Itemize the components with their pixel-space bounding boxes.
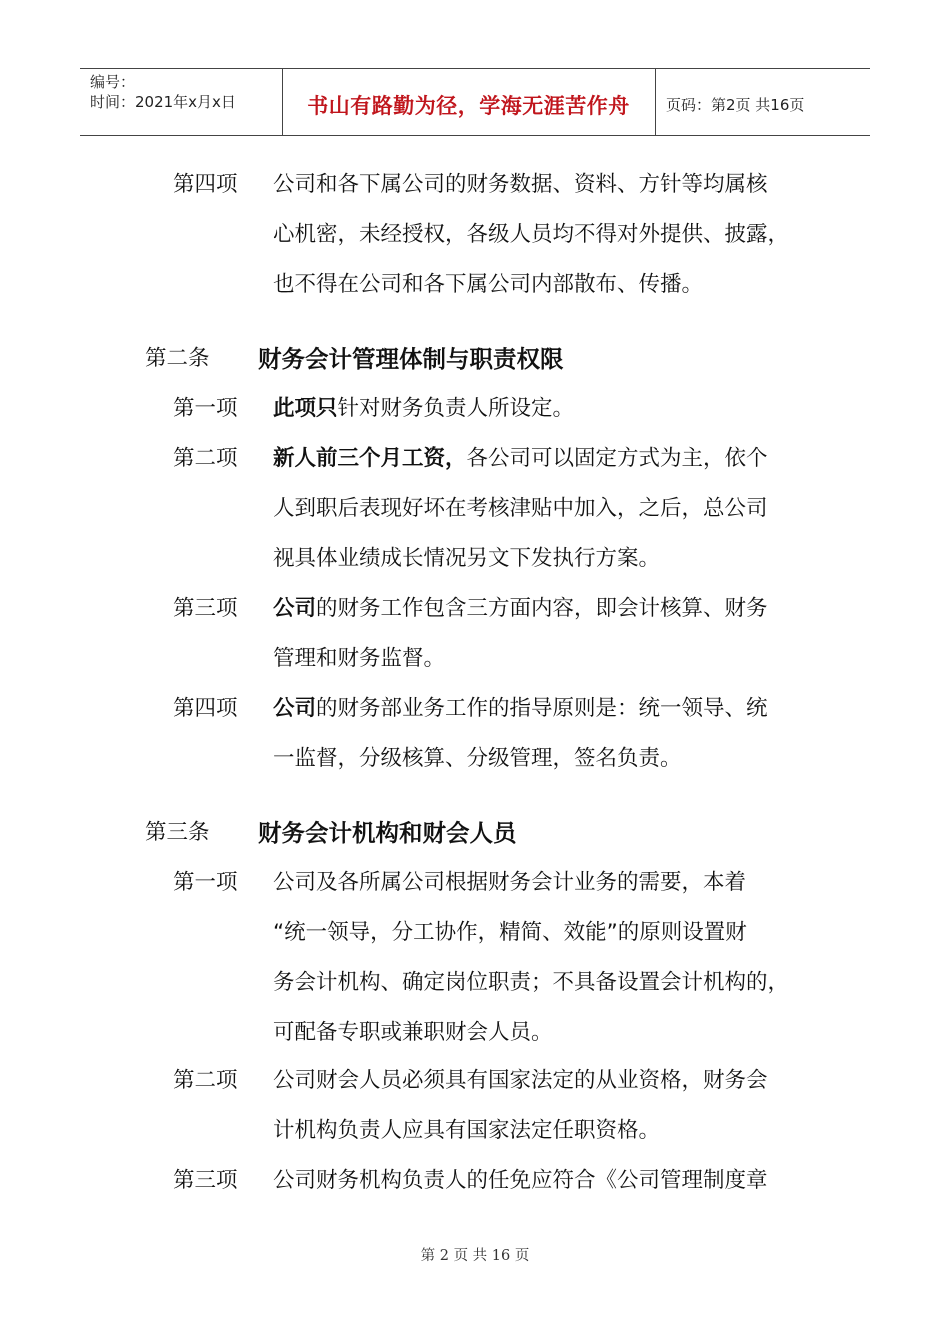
item-label: 第四项 bbox=[173, 696, 238, 721]
header-meta bbox=[90, 72, 236, 112]
paragraph-line bbox=[273, 594, 768, 624]
paragraph-line: 务会计机构、确定岗位职责；不具备设置会计机构的， bbox=[273, 970, 790, 995]
header-bottom-rule bbox=[80, 135, 870, 136]
paragraph-text: 的财务部业务工作的指导原则是：统一领导、统 bbox=[316, 696, 768, 721]
paragraph-text: 针对财务负责人所设定。 bbox=[337, 396, 575, 421]
bold-lead: 新人前三个月工资， bbox=[273, 446, 467, 471]
bold-lead: 公司 bbox=[273, 596, 317, 621]
paragraph-text: 的财务工作包含三方面内容，即会计核算、财务 bbox=[316, 596, 768, 621]
article-number: 第三条 bbox=[145, 820, 210, 845]
paragraph-line: 一监督，分级核算、分级管理，签名负责。 bbox=[273, 746, 682, 771]
bold-lead: 此项只 bbox=[273, 396, 338, 421]
paragraph-line: 视具体业绩成长情况另文下发执行方案。 bbox=[273, 546, 661, 571]
header-divider bbox=[655, 68, 656, 136]
article-title: 财务会计机构和财会人员 bbox=[258, 819, 517, 847]
document-number: 编号： bbox=[90, 73, 136, 91]
paragraph-line bbox=[273, 394, 574, 424]
paragraph-line: 公司财务机构负责人的任免应符合《公司管理制度章 bbox=[273, 1168, 768, 1193]
paragraph-line: 公司及各所属公司根据财务会计业务的需要，本着 bbox=[273, 870, 747, 895]
article-title: 财务会计管理体制与职责权限 bbox=[258, 345, 564, 373]
paragraph-line: “统一领导，分工协作，精简、效能”的原则设置财 bbox=[273, 920, 747, 945]
paragraph-line: 人到职后表现好坏在考核津贴中加入，之后，总公司 bbox=[273, 496, 768, 521]
item-label: 第四项 bbox=[173, 172, 238, 197]
item-label: 第一项 bbox=[173, 396, 238, 421]
document-time: 时间：2021年x月x日 bbox=[90, 93, 236, 111]
header-top-rule bbox=[80, 68, 870, 69]
paragraph-line bbox=[273, 694, 768, 724]
item-label: 第三项 bbox=[173, 596, 238, 621]
paragraph-line: 也不得在公司和各下属公司内部散布、传播。 bbox=[273, 272, 704, 297]
paragraph-line: 公司财会人员必须具有国家法定的从业资格，财务会 bbox=[273, 1068, 768, 1093]
paragraph-line bbox=[273, 444, 768, 474]
paragraph-text: 各公司可以固定方式为主，依个 bbox=[466, 446, 768, 471]
paragraph-line: 公司和各下属公司的财务数据、资料、方针等均属核 bbox=[273, 172, 768, 197]
item-label: 第二项 bbox=[173, 1068, 238, 1093]
page-footer: 第 2 页 共 16 页 bbox=[420, 1248, 530, 1264]
paragraph-line: 可配备专职或兼职财会人员。 bbox=[273, 1020, 553, 1045]
paragraph-line: 心机密，未经授权，各级人员均不得对外提供、披露， bbox=[273, 222, 790, 247]
item-label: 第三项 bbox=[173, 1168, 238, 1193]
header-page-info: 页码：第2页 共16页 bbox=[666, 96, 805, 114]
bold-lead: 公司 bbox=[273, 696, 317, 721]
paragraph-line: 计机构负责人应具有国家法定任职资格。 bbox=[273, 1118, 661, 1143]
item-label: 第一项 bbox=[173, 870, 238, 895]
article-number: 第二条 bbox=[145, 346, 210, 371]
header-motto: 书山有路勤为径，学海无涯苦作舟 bbox=[307, 93, 630, 118]
paragraph-line: 管理和财务监督。 bbox=[273, 646, 446, 671]
item-label: 第二项 bbox=[173, 446, 238, 471]
